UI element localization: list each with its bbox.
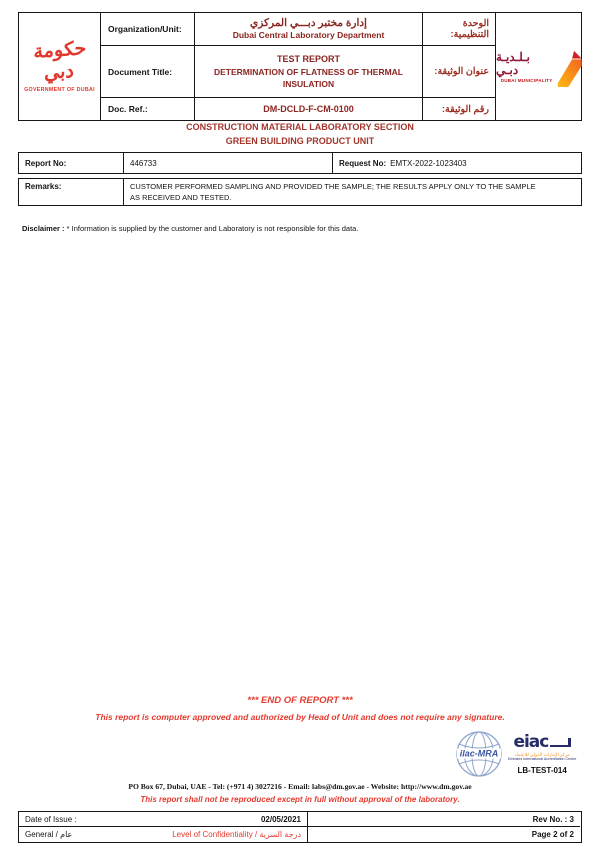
- disclaimer-label: Disclaimer :: [22, 224, 67, 233]
- department-name-english: Dubai Central Laboratory Department: [232, 30, 385, 40]
- ilac-mra-icon: [455, 730, 503, 778]
- remarks-label: Remarks:: [19, 179, 124, 205]
- reproduction-note: This report shall not be reproduced except in full without approval of the laboratory.: [140, 795, 460, 804]
- header-table: [18, 12, 582, 121]
- request-no-cell: [333, 153, 580, 173]
- government-of-dubai-logo: [19, 13, 101, 120]
- eiac-subtitle-arabic: مركز الإمارات الدولي للاعتماد: [514, 752, 570, 757]
- eiac-line-decoration: [550, 745, 568, 747]
- document-title-line1: TEST REPORT: [276, 54, 340, 64]
- request-no-value: EMTX-2022-1023403: [390, 158, 467, 168]
- document-title-line2: DETERMINATION OF FLATNESS OF THERMAL INSULATION: [213, 67, 404, 89]
- dm-logo-english: DUBAI MUNICIPALITY: [500, 77, 553, 83]
- gov-dubai-caption: GOVERNMENT OF DUBAI: [24, 87, 95, 93]
- unit-title: GREEN BUILDING PRODUCT UNIT: [225, 136, 375, 146]
- confidentiality-class: General / عام: [25, 830, 73, 839]
- report-no-value: 446733: [124, 153, 333, 173]
- doc-ref-value: DM-DCLD-F-CM-0100: [195, 98, 423, 120]
- page-number: Page 2 of 2: [531, 830, 574, 839]
- date-of-issue-value: 02/05/2021: [260, 814, 301, 824]
- department-name-arabic: إدارة مختبر دبـــي المركزي: [250, 17, 367, 29]
- confidentiality-cell: [19, 827, 308, 842]
- eiac-subtitle-english: Emirates International Accreditation Centre: [508, 757, 577, 761]
- rev-no: Rev No. : 3: [308, 812, 580, 827]
- report-no-label: Report No:: [19, 153, 124, 173]
- disclaimer: [22, 224, 358, 233]
- section-title: CONSTRUCTION MATERIAL LABORATORY SECTION: [186, 122, 414, 132]
- footer-table: [18, 811, 582, 843]
- organization-unit-label: Organization/Unit:: [101, 13, 195, 46]
- dm-arrow-icon: [555, 46, 584, 88]
- approval-note: This report is computer approved and authorized by Head of Unit and does not require any signature.: [95, 712, 505, 722]
- request-no-label: Request No:: [339, 158, 387, 168]
- organization-unit-value: [195, 13, 423, 46]
- organization-unit-label-arabic: الوحدة التنظيمية:: [423, 13, 496, 46]
- laboratory-address: PO Box 67, Dubai, UAE - Tel: (+971 4) 3027216 - Email: labs@dm.gov.ae - Website: http://www.dm.gov.ae: [128, 782, 472, 791]
- doc-ref-label-arabic: رقم الوثيقة:: [423, 98, 496, 120]
- eiac-logo: [508, 730, 576, 775]
- document-title-value: [195, 46, 423, 98]
- gov-dubai-calligraphy-icon: حكومة دبي: [33, 38, 87, 84]
- document-title-label-arabic: عنوان الوثيقة:: [423, 46, 496, 98]
- doc-ref-label: Doc. Ref.:: [101, 98, 195, 120]
- confidentiality-label: Level of Confidentiality / درجة السرية: [172, 830, 301, 839]
- date-of-issue-label: Date of Issue :: [25, 814, 77, 824]
- report-number-table: [18, 152, 582, 174]
- eiac-wordmark: eiac: [513, 732, 549, 752]
- accreditation-logos: [455, 730, 576, 778]
- document-title-label: Document Title:: [101, 46, 195, 98]
- dm-logo-arabic: بـلـديـة دبـي: [496, 49, 530, 77]
- eiac-bar-decoration: [568, 738, 571, 747]
- accreditation-certificate-number: LB-TEST-014: [517, 765, 567, 775]
- date-of-issue-cell: [19, 812, 308, 827]
- remarks-table: [18, 178, 582, 206]
- end-of-report: *** END OF REPORT ***: [247, 695, 353, 706]
- remarks-value: CUSTOMER PERFORMED SAMPLING AND PROVIDED THE SAMPLE; THE RESULTS APPLY ONLY TO THE SAMPLE AS RECEIVED AND TESTED.: [130, 182, 536, 202]
- dubai-municipality-logo: [496, 13, 583, 120]
- ilac-mra-text: ilac-MRA: [459, 748, 499, 759]
- disclaimer-text: * Information is supplied by the customer and Laboratory is not responsible for this data.: [66, 224, 359, 233]
